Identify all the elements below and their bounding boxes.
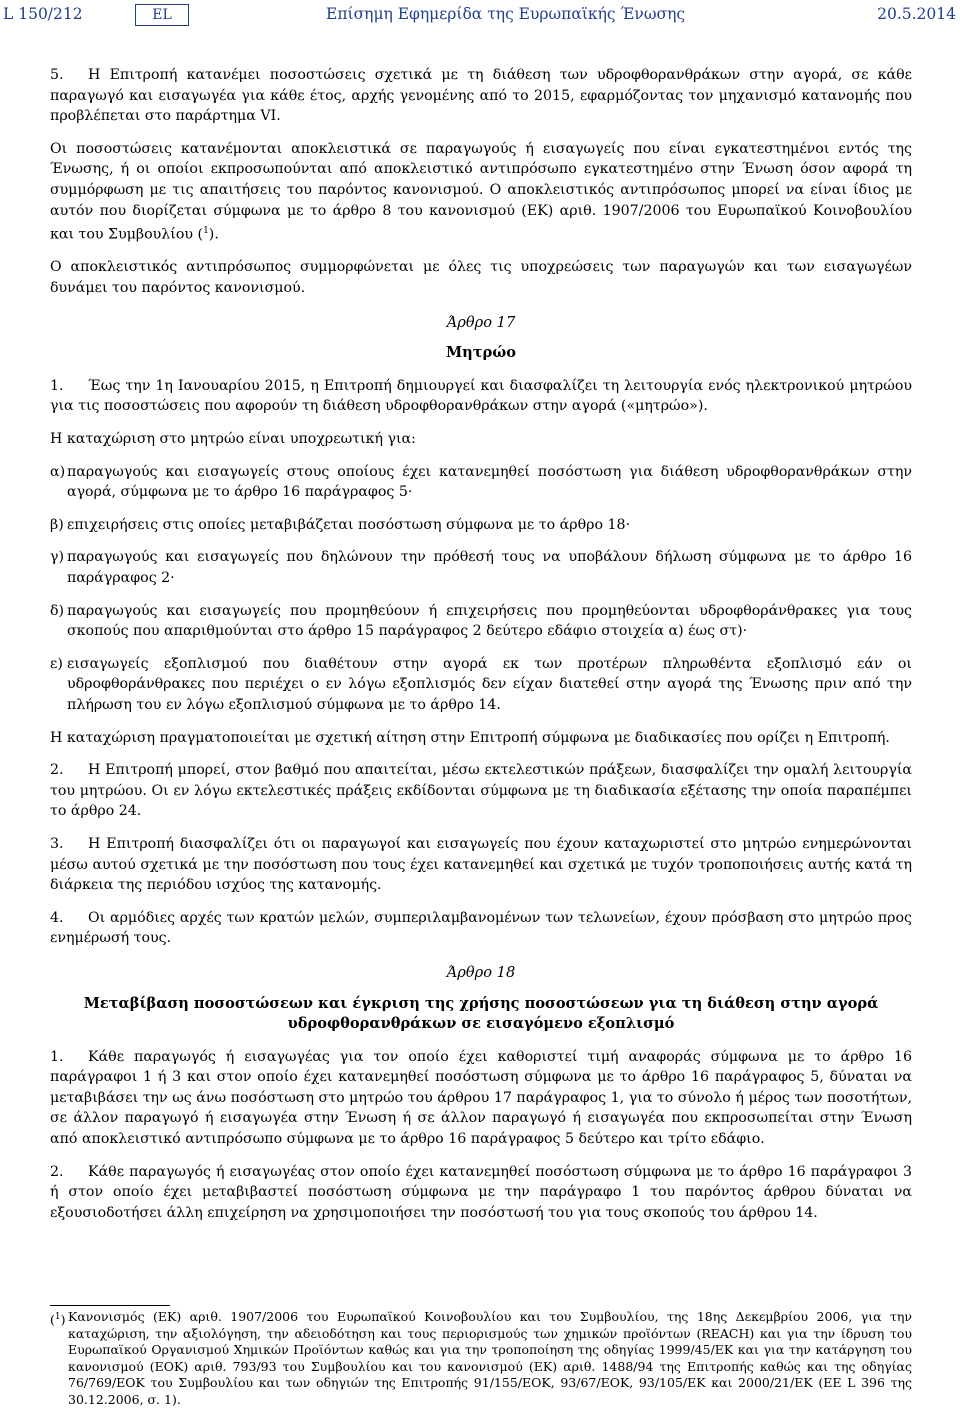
paragraph-text: Η Επιτροπή διασφαλίζει ότι οι παραγωγοί και εισαγωγείς που έχουν καταχωριστεί στο μητρώο ενημερώνονται μέσω αυτού σχετικά με την ποσόστωση που τους έχει κατανεμηθεί και σχετικά με τυχόν τροποποιήσεις αυτής κατά τη διάρκεια της περιόδου ισχύος της κατανομής. — [50, 835, 912, 894]
paragraph-number: 1. — [50, 377, 64, 394]
document-body — [50, 65, 912, 1235]
article-17-title: Άρθρο 17 — [446, 313, 516, 331]
footnote-number: 1 — [54, 1312, 61, 1322]
list-item-label: α) — [50, 463, 66, 480]
list-item — [50, 654, 912, 716]
article-17-paragraph-2 — [50, 760, 912, 822]
footnote-row — [50, 1309, 912, 1408]
paragraph-5 — [50, 65, 912, 127]
article-18-paragraph-2 — [50, 1162, 912, 1224]
article-17-subject: Μητρώο — [446, 344, 516, 362]
list-item — [50, 515, 912, 536]
list-item-label: β) — [50, 516, 64, 533]
list-item — [50, 601, 912, 642]
article-18-subject: Μεταβίβαση ποσοστώσεων και έγκριση της χρήσης ποσοστώσεων για τη διάθεση στην αγορά υδροφθορανθράκων σε εισαγόμενο εξοπλισμό — [83, 994, 879, 1033]
paragraph-text: Έως την 1η Ιανουαρίου 2015, η Επιτροπή δημιουργεί και διασφαλίζει τη λειτουργία ενός ηλεκτρονικού μητρώου για τις ποσοστώσεις που αφορούν τη διάθεση υδροφθορανθράκων στην αγορά («μητρώο»). — [50, 377, 912, 415]
language-badge: EL — [135, 4, 189, 26]
paragraph-number: 5. — [50, 67, 64, 83]
article-17-paragraph-1 — [50, 376, 912, 417]
paragraph-text: Η Επιτροπή κατανέμει ποσοστώσεις σχετικά με τη διάθεση των υδροφθορανθράκων στην αγορά, σε κάθε παραγωγό και εισαγωγέα για κάθε έτος, αρχής γενομένης από το 2015, εφαρμόζοντας τον μηχανισμό κατανομής που προβλέπεται στο παράρτημα VI. — [50, 67, 912, 125]
article-17-paragraph-3 — [50, 834, 912, 896]
publication-date: 20.5.2014 — [877, 5, 956, 23]
list-item-text: παραγωγούς και εισαγωγείς στους οποίους έχει κατανεμηθεί ποσόστωση για διάθεση υδροφθορανθράκων στην αγορά, σύμφωνα με το άρθρο 16 παράγραφος 5· — [67, 463, 912, 501]
paragraph-number: 3. — [50, 835, 64, 852]
article-17-intro: Η καταχώριση στο μητρώο είναι υποχρεωτική για: — [50, 431, 416, 448]
list-item-text: εισαγωγείς εξοπλισμού που διαθέτουν στην αγορά εκ των προτέρων πληρωθέντα εξοπλισμό εάν οι υδροφθοράνθρακες που περιέχει ο εν λόγω εξοπλισμός δεν είχαν διατεθεί στην αγορά της Ένωσης πριν από την πλήρωση του εν λόγω εξοπλισμού σύμφωνα με το άρθρο 14. — [67, 655, 912, 713]
paragraph-text: Κάθε παραγωγός ή εισαγωγέας στον οποίο έχει κατανεμηθεί ποσόστωση σύμφωνα με το άρθρο 16 παράγραφοι 3 ή στον οποίο έχει μεταβιβαστεί ποσόστωση σύμφωνα με την παράγραφο 1 του παρόντος άρθρου δύναται να εξουσιοδοτήσει άλλη επιχείρηση να χρησιμοποιήσει την ποσόστωσή του για τους σκοπούς του άρθρου 14. — [50, 1163, 912, 1221]
footnote-divider — [50, 1305, 170, 1306]
paragraph-text: Οι αρμόδιες αρχές των κρατών μελών, συμπεριλαμβανομένων των τελωνείων, έχουν πρόσβαση στο μητρώο προς ενημέρωσή τους. — [50, 909, 912, 947]
paragraph-number: 2. — [50, 762, 64, 779]
list-item-text: επιχειρήσεις στις οποίες μεταβιβάζεται ποσόστωση σύμφωνα με το άρθρο 18· — [67, 516, 631, 533]
journal-title: Επίσημη Εφημερίδα της Ευρωπαϊκής Ένωσης — [326, 5, 686, 23]
list-item-text: παραγωγούς και εισαγωγείς που δηλώνουν την πρόθεσή τους να υποβάλουν δήλωση σύμφωνα με το άρθρο 16 παράγραφος 2· — [67, 549, 912, 587]
paragraph-5-second — [50, 139, 912, 246]
footnote-reference[interactable]: 1 — [203, 226, 209, 237]
paragraph-number: 1. — [50, 1048, 64, 1065]
footnote-mark: ($^1$) — [50, 1312, 66, 1328]
list-item-label: ε) — [50, 655, 63, 672]
list-item-label: δ) — [50, 602, 65, 619]
article-18-title: Άρθρο 18 — [446, 963, 516, 981]
article-17-registration: Η καταχώριση πραγματοποιείται με σχετική αίτηση στην Επιτροπή σύμφωνα με διαδικασίες που ορίζει η Επιτροπή. — [50, 729, 890, 746]
footnote — [50, 1305, 912, 1408]
article-18-paragraph-1 — [50, 1047, 912, 1150]
paragraph-number: 4. — [50, 909, 64, 926]
paragraph-text: Οι ποσοστώσεις κατανέμονται αποκλειστικά σε παραγωγούς ή εισαγωγείς που είναι εγκατεστημένοι εντός της Ένωσης, ή οι οποίοι εκπροσωπούνται από αποκλειστικό αντιπρόσωπο εγκατεστημένο στην Ένωση όσον αφορά τη συμμόρφωση με τις απαιτήσεις του παρόντος κανονισμού. Ο αποκλειστικός αντιπρόσωπος μπορεί να είναι ίδιος με αυτόν που διορίζεται σύμφωνα με το άρθρο 8 του κανονισμού (ΕΚ) αριθ. 1907/2006 του Ευρωπαϊκού Κοινοβουλίου και του Συμβουλίου ( — [50, 140, 912, 243]
page-reference: L 150/212 — [3, 5, 83, 23]
paragraph-text-end: ). — [208, 226, 219, 243]
paragraph-5-third: Ο αποκλειστικός αντιπρόσωπος συμμορφώνεται με όλες τις υποχρεώσεις των παραγωγών και των εισαγωγέων δυνάμει του παρόντος κανονισμού. — [50, 259, 912, 297]
article-17-paragraph-4 — [50, 908, 912, 949]
list-item-text: παραγωγούς και εισαγωγείς που προμηθεύουν ή επιχειρήσεις που προμηθεύονται υδροφθοράνθρακες για τους σκοπούς που απαριθμούνται στο άρθρο 15 παράγραφος 2 δεύτερο εδάφιο στοιχεία α) έως στ)· — [67, 602, 912, 640]
paragraph-number: 2. — [50, 1163, 64, 1180]
list-item-label: γ) — [50, 549, 65, 566]
list-item — [50, 547, 912, 588]
page-header — [0, 4, 960, 30]
paragraph-text: Κάθε παραγωγός ή εισαγωγέας για τον οποίο έχει καθοριστεί τιμή αναφοράς σύμφωνα με το άρθρο 16 παράγραφοι 1 ή 3 και στον οποίο έχει κατανεμηθεί ποσόστωση σύμφωνα με το άρθρο 16 παράγραφος 5, δύναται να μεταβιβάσει την ως άνω ποσόστωση στο μητρώο του άρθρου 17 παράγραφος 1, για το σύνολο ή μέρος των ποσοτήτων, σε άλλον παραγωγό ή εισαγωγέα στην Ένωση ή σε άλλον παραγωγό ή εισαγωγέα που εκπροσωπείται στην Ένωση από αποκλειστικό αντιπρόσωπο σύμφωνα με το άρθρο 16 παράγραφος 5 δεύτερο και τρίτο εδάφιο. — [50, 1048, 912, 1148]
footnote-text: Κανονισμός (ΕΚ) αριθ. 1907/2006 του Ευρωπαϊκού Κοινοβουλίου και του Συμβουλίου, της 18ης Δεκεμβρίου 2006, για την καταχώριση, την αξιολόγηση, την αδειοδότηση και τους περιορισμούς των χημικών προϊόντων (REACH) και για την ίδρυση του Ευρωπαϊκού Οργανισμού Χημικών Προϊόντων καθώς και για την τροποποίηση της οδηγίας 1999/45/ΕΚ και για την κατάργηση του κανονισμού (ΕΟΚ) αριθ. 793/93 του Συμβουλίου και του κανονισμού (ΕΚ) αριθ. 1488/94 της Επιτροπής καθώς και της οδηγίας 76/769/ΕΟΚ του Συμβουλίου και των οδηγιών της Επιτροπής 91/155/ΕΟΚ, 93/67/ΕΟΚ, 93/105/ΕΚ και 2000/21/ΕΚ (ΕΕ L 396 της 30.12.2006, σ. 1). — [68, 1309, 912, 1407]
list-item — [50, 462, 912, 503]
paragraph-text: Η Επιτροπή μπορεί, στον βαθμό που απαιτείται, μέσω εκτελεστικών πράξεων, διασφαλίζει την ομαλή λειτουργία του μητρώου. Οι εν λόγω εκτελεστικές πράξεις εκδίδονται σύμφωνα με τη διαδικασία εξέτασης την οποία παραπέμπει το άρθρο 24. — [50, 762, 912, 820]
